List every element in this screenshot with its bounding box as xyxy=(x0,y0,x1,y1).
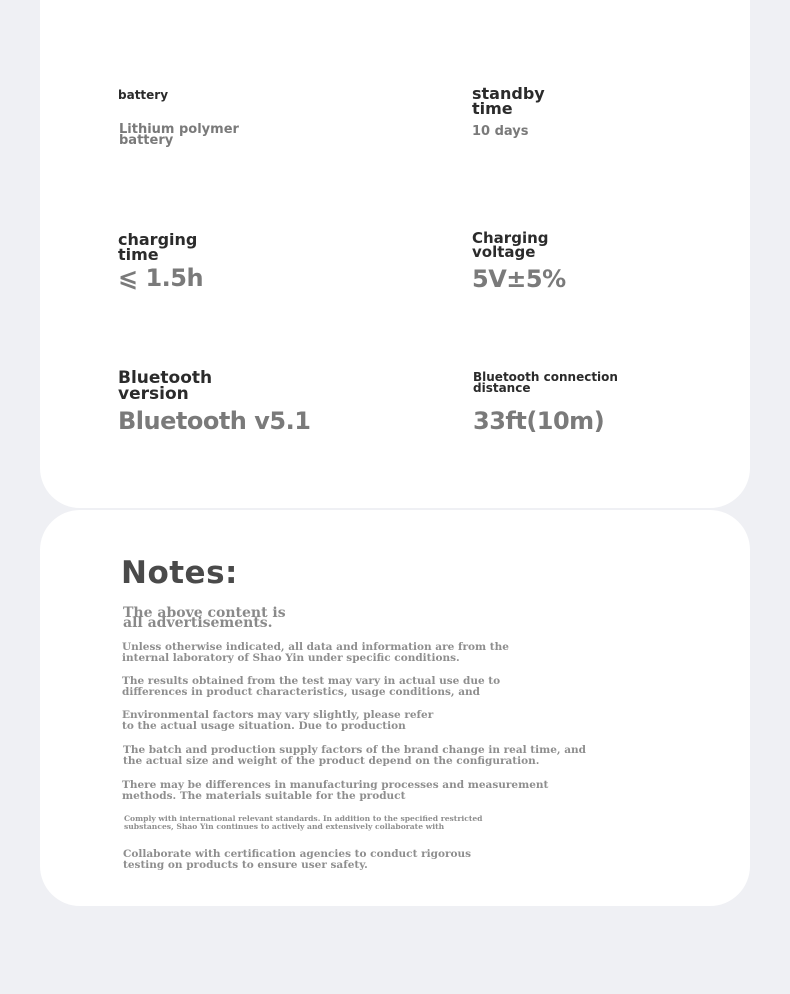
spec-battery xyxy=(118,88,239,149)
spec-charging-time xyxy=(118,230,204,293)
spec-label: Charging voltage xyxy=(472,229,549,262)
note-item: There may be differences in manufacturing processes and measurement methods. The materials suitable for the product xyxy=(122,779,549,802)
note-item: Collaborate with certification agencies to conduct rigorous testing on products to ensure user safety. xyxy=(123,848,472,871)
spec-value: 33ft(10m) xyxy=(473,406,605,435)
spec-label: Bluetooth version xyxy=(118,368,213,405)
note-item: The results obtained from the test may vary in actual use due to differences in product characteristics, usage conditions, and xyxy=(122,675,501,698)
spec-charging-voltage xyxy=(472,231,566,291)
spec-standby-time xyxy=(472,84,545,140)
spec-label: Bluetooth connection distance xyxy=(473,370,618,396)
spec-bluetooth-distance xyxy=(473,372,618,433)
spec-bluetooth-version xyxy=(118,368,311,436)
spec-label: standby time xyxy=(472,84,545,119)
spec-value: 10 days xyxy=(472,124,529,140)
notes-title: Notes: xyxy=(121,555,238,591)
spec-value: Lithium polymer battery xyxy=(119,122,239,149)
note-item: Comply with international relevant standards. In addition to the specified restricted substances, Shao Yin continues to actively and extensively collaborate with xyxy=(124,814,483,831)
note-item: The above content is all advertisements. xyxy=(123,605,286,632)
note-item: Environmental factors may vary slightly, please refer to the actual usage situation. Due to production xyxy=(122,709,434,732)
note-item: Unless otherwise indicated, all data and information are from the internal laboratory of Shao Yin under specific conditions. xyxy=(122,641,509,664)
spec-label: charging time xyxy=(118,230,198,265)
spec-value: Bluetooth v5.1 xyxy=(118,407,311,436)
spec-label: battery xyxy=(118,88,169,102)
spec-value: ⩽ 1.5h xyxy=(118,264,204,293)
spec-value: 5V±5% xyxy=(472,264,566,293)
note-item: The batch and production supply factors of the brand change in real time, and the actual size and weight of the product depend on the configuration. xyxy=(123,744,587,767)
